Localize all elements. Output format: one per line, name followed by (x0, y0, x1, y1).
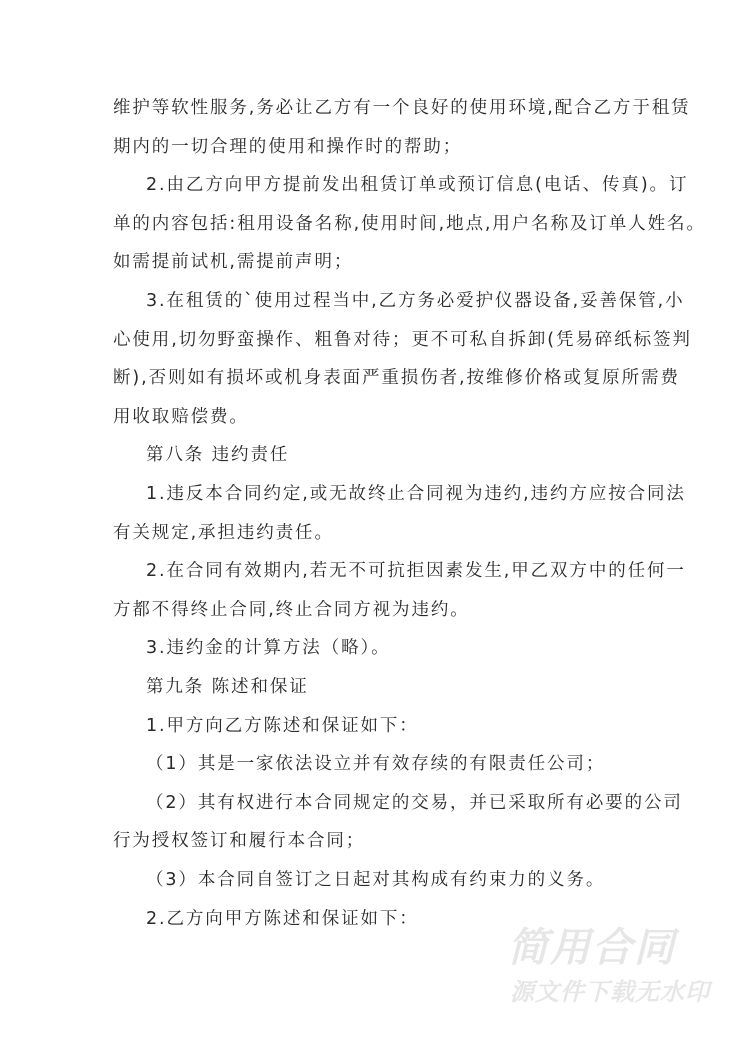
text-line: （1）其是一家依法设立并有效存续的有限责任公司； (146, 754, 606, 775)
text-line: 第九条 陈述和保证 (146, 677, 309, 697)
text-line: 心使用,切勿野蛮操作、粗鲁对待；更不可私自拆卸(凭易碎纸标签判 (113, 329, 692, 350)
text-line: 2.乙方向甲方陈述和保证如下： (146, 908, 419, 929)
text-line: 3.在租赁的`使用过程当中,乙方务必爱护仪器设备,妥善保管,小 (146, 291, 685, 311)
text-line: 期内的一切合理的使用和操作时的帮助； (113, 136, 463, 157)
text-line: 1.违反本合同约定,或无故终止合同视为违约,违约方应按合同法 (146, 484, 686, 504)
text-line: 行为授权签订和履行本合同； (113, 831, 366, 852)
text-line: 维护等软性服务,务必让乙方有一个良好的使用环境,配合乙方于租赁 (113, 98, 691, 118)
text-line: 2.由乙方向甲方提前发出租赁订单或预订信息(电话、传真)。订 (146, 175, 689, 196)
text-line: 3.违约金的计算方法（略）。 (146, 638, 391, 659)
text-line: 方都不得终止合同,终止合同方视为违约。 (113, 599, 470, 620)
watermark-subtitle: 源文件下载无水印 (510, 978, 710, 1006)
text-line: 2.在合同有效期内,若无不可抗拒因素发生,甲乙双方中的任何一 (146, 561, 686, 582)
text-line: 用收取赔偿费。 (113, 406, 249, 427)
text-line: 单的内容包括:租用设备名称,使用时间,地点,用户名称及订单人姓名。 (113, 213, 706, 234)
text-line: 断),否则如有损坏或机身表面严重损伤者,按维修价格或复原所需费 (113, 368, 680, 389)
text-line: 有关规定,承担违约责任。 (113, 522, 334, 543)
text-line: （3）本合同自签订之日起对其构成有约束力的义务。 (146, 870, 606, 890)
text-line: 1.甲方向乙方陈述和保证如下： (146, 715, 419, 736)
watermark-title: 简用合同 (508, 925, 676, 971)
text-line: 如需提前试机,需提前声明； (113, 252, 354, 273)
text-line: 第八条 违约责任 (146, 445, 290, 466)
text-line: （2）其有权进行本合同规定的交易，并已采取所有必要的公司 (146, 792, 683, 813)
